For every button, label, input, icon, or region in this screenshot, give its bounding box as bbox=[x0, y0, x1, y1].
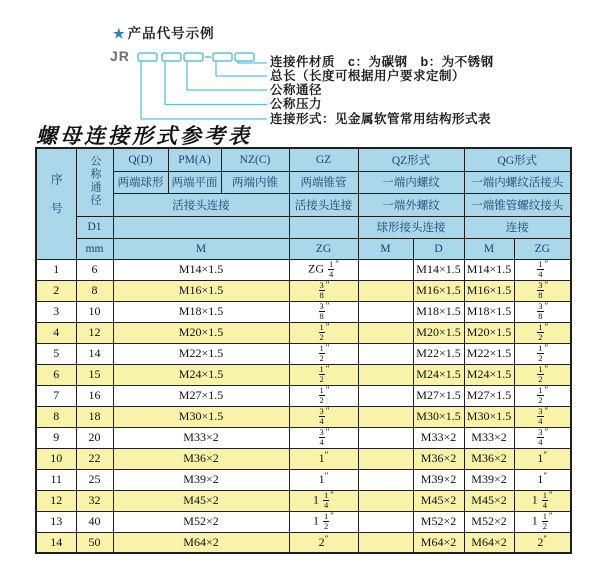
zg-cell: $\frac{1}{2}$ ″ bbox=[289, 385, 358, 406]
header-qg-sub1: 一端内螺纹活接头 bbox=[464, 171, 571, 193]
qz-m-cell bbox=[358, 322, 413, 343]
zg-cell: ZG $\frac{1}{4}$ ″ bbox=[289, 259, 358, 280]
qg-zg-cell: 1″ bbox=[514, 469, 571, 490]
header-qg-m: M bbox=[464, 238, 514, 259]
qg-m-cell: M14×1.5 bbox=[464, 259, 514, 280]
m-cell: M33×2 bbox=[113, 427, 289, 448]
m-cell: M30×1.5 bbox=[113, 406, 289, 427]
qg-zg-cell: 2″ bbox=[514, 532, 571, 553]
header-qz-sub3: 球形接头连接 bbox=[358, 216, 464, 238]
zg-cell: 1 $\frac{1}{2}$ ″ bbox=[289, 511, 358, 532]
qz-m-cell bbox=[358, 406, 413, 427]
qg-zg-cell: $\frac{1}{2}$ ″ bbox=[514, 385, 571, 406]
dn-cell: 40 bbox=[76, 511, 113, 532]
qz-d-cell: M22×1.5 bbox=[413, 343, 464, 364]
seq-cell: 2 bbox=[36, 280, 76, 301]
seq-cell: 11 bbox=[36, 469, 76, 490]
code-prefix: JR bbox=[110, 48, 130, 64]
table-row bbox=[36, 364, 571, 385]
qz-d-cell: M36×2 bbox=[413, 448, 464, 469]
header-col-nz: NZ(C) bbox=[221, 148, 289, 171]
header-seq: 序号 bbox=[36, 148, 76, 259]
qz-m-cell bbox=[358, 511, 413, 532]
m-cell: M36×2 bbox=[113, 448, 289, 469]
header-qz-form: QZ形式 bbox=[358, 148, 464, 171]
qg-m-cell: M16×1.5 bbox=[464, 280, 514, 301]
header-empty-gz bbox=[289, 216, 358, 238]
code-label-connection-form: 连接形式：见金属软管常用结构形式表 bbox=[270, 111, 492, 126]
m-cell: M27×1.5 bbox=[113, 385, 289, 406]
table-row bbox=[36, 448, 571, 469]
zg-cell: $\frac{3}{4}$ ″ bbox=[289, 427, 358, 448]
qg-zg-cell: $\frac{3}{4}$ ″ bbox=[514, 406, 571, 427]
qz-m-cell bbox=[358, 343, 413, 364]
dn-cell: 8 bbox=[76, 280, 113, 301]
table-row bbox=[36, 259, 571, 280]
dn-cell: 12 bbox=[76, 322, 113, 343]
header-qz-sub1: 一端内螺纹 bbox=[358, 171, 464, 193]
code-segment-box bbox=[235, 53, 254, 61]
seq-cell: 8 bbox=[36, 406, 76, 427]
header-q-sub: 两端球形 bbox=[113, 171, 168, 193]
m-cell: M20×1.5 bbox=[113, 322, 289, 343]
table-row bbox=[36, 469, 571, 490]
header-m: M bbox=[113, 238, 289, 259]
code-segment-box bbox=[138, 53, 157, 61]
qg-m-cell: M39×2 bbox=[464, 469, 514, 490]
header-nominal-diameter: 公称通径 bbox=[76, 148, 113, 216]
table-row bbox=[36, 322, 571, 343]
table-row bbox=[36, 511, 571, 532]
table-row bbox=[36, 427, 571, 448]
header-qz-sub2: 一端外螺纹 bbox=[358, 193, 464, 216]
m-cell: M14×1.5 bbox=[113, 259, 289, 280]
table-row bbox=[36, 343, 571, 364]
qz-d-cell: M39×2 bbox=[413, 469, 464, 490]
header-qz-m: M bbox=[358, 238, 413, 259]
dn-cell: 16 bbox=[76, 385, 113, 406]
qz-m-cell bbox=[358, 364, 413, 385]
qz-d-cell: M18×1.5 bbox=[413, 301, 464, 322]
seq-cell: 10 bbox=[36, 448, 76, 469]
dn-cell: 15 bbox=[76, 364, 113, 385]
qg-m-cell: M36×2 bbox=[464, 448, 514, 469]
qz-m-cell bbox=[358, 448, 413, 469]
dn-cell: 10 bbox=[76, 301, 113, 322]
dn-cell: 32 bbox=[76, 490, 113, 511]
header-qg-sub2: 一端锥管螺纹接头 bbox=[464, 193, 571, 216]
seq-cell: 13 bbox=[36, 511, 76, 532]
qg-zg-cell: $\frac{3}{4}$ ″ bbox=[514, 427, 571, 448]
table-title: 螺母连接形式参考表 bbox=[36, 123, 252, 148]
qg-m-cell: M22×1.5 bbox=[464, 343, 514, 364]
dn-cell: 22 bbox=[76, 448, 113, 469]
qg-m-cell: M52×2 bbox=[464, 511, 514, 532]
header-pm-sub: 两端平面 bbox=[168, 171, 221, 193]
code-label-nominal-pressure: 公称压力 bbox=[270, 97, 323, 111]
qz-d-cell: M30×1.5 bbox=[413, 406, 464, 427]
qz-d-cell: M16×1.5 bbox=[413, 280, 464, 301]
qz-m-cell bbox=[358, 280, 413, 301]
header-col-q: Q(D) bbox=[113, 148, 168, 171]
header-d1: D1 bbox=[76, 216, 113, 238]
m-cell: M64×2 bbox=[113, 532, 289, 553]
header-zg: ZG bbox=[289, 238, 358, 259]
header-union-joint: 活接头连接 bbox=[113, 193, 289, 216]
qz-m-cell bbox=[358, 532, 413, 553]
qg-zg-cell: 1 $\frac{1}{2}$ ″ bbox=[514, 511, 571, 532]
zg-cell: $\frac{1}{2}$ ″ bbox=[289, 343, 358, 364]
seq-cell: 1 bbox=[36, 259, 76, 280]
qz-m-cell bbox=[358, 490, 413, 511]
qz-d-cell: M45×2 bbox=[413, 490, 464, 511]
header-qg-zg: ZG bbox=[514, 238, 571, 259]
nut-connection-reference-table bbox=[35, 147, 572, 554]
qg-zg-cell: $\frac{1}{4}$ ″ bbox=[514, 259, 571, 280]
qg-zg-cell: $\frac{1}{2}$ ″ bbox=[514, 322, 571, 343]
qg-zg-cell: 1 $\frac{1}{4}$ ″ bbox=[514, 490, 571, 511]
seq-cell: 3 bbox=[36, 301, 76, 322]
seq-cell: 9 bbox=[36, 427, 76, 448]
header-qg-form: QG形式 bbox=[464, 148, 571, 171]
qz-d-cell: M20×1.5 bbox=[413, 322, 464, 343]
zg-cell: 1″ bbox=[289, 448, 358, 469]
code-label-total-length: 总长（长度可根据用户要求定制） bbox=[270, 68, 466, 83]
table-row bbox=[36, 280, 571, 301]
qg-zg-cell: $\frac{3}{8}$ ″ bbox=[514, 301, 571, 322]
qg-zg-cell: $\frac{3}{8}$ ″ bbox=[514, 280, 571, 301]
code-label-material: 连接件材质 c：为碳钢 b：为不锈钢 bbox=[270, 55, 494, 69]
qz-d-cell: M52×2 bbox=[413, 511, 464, 532]
qz-d-cell: M24×1.5 bbox=[413, 364, 464, 385]
dn-cell: 20 bbox=[76, 427, 113, 448]
qz-d-cell: M33×2 bbox=[413, 427, 464, 448]
star-icon: ★ bbox=[113, 26, 126, 41]
m-cell: M45×2 bbox=[113, 490, 289, 511]
zg-cell: 2″ bbox=[289, 532, 358, 553]
header-gz-union: 活接头连接 bbox=[289, 193, 358, 216]
qg-m-cell: M45×2 bbox=[464, 490, 514, 511]
qz-m-cell bbox=[358, 385, 413, 406]
zg-cell: 1″ bbox=[289, 469, 358, 490]
zg-cell: $\frac{3}{4}$ ″ bbox=[289, 406, 358, 427]
product-code-example-label: 产品代号示例 bbox=[127, 26, 215, 41]
dn-cell: 14 bbox=[76, 343, 113, 364]
m-cell: M39×2 bbox=[113, 469, 289, 490]
header-col-pm: PM(A) bbox=[168, 148, 221, 171]
header-col-gz: GZ bbox=[289, 148, 358, 171]
m-cell: M18×1.5 bbox=[113, 301, 289, 322]
seq-cell: 6 bbox=[36, 364, 76, 385]
table-row bbox=[36, 406, 571, 427]
header-qz-d: D bbox=[413, 238, 464, 259]
qg-m-cell: M64×2 bbox=[464, 532, 514, 553]
zg-cell: $\frac{3}{8}$ ″ bbox=[289, 280, 358, 301]
qg-m-cell: M18×1.5 bbox=[464, 301, 514, 322]
m-cell: M24×1.5 bbox=[113, 364, 289, 385]
qg-m-cell: M27×1.5 bbox=[464, 385, 514, 406]
qz-m-cell bbox=[358, 469, 413, 490]
table-row bbox=[36, 490, 571, 511]
code-segment-box bbox=[184, 53, 203, 61]
header-empty-qpmnz bbox=[113, 216, 289, 238]
zg-cell: $\frac{1}{2}$ ″ bbox=[289, 364, 358, 385]
dn-cell: 50 bbox=[76, 532, 113, 553]
seq-cell: 12 bbox=[36, 490, 76, 511]
seq-cell: 5 bbox=[36, 343, 76, 364]
dn-cell: 18 bbox=[76, 406, 113, 427]
qz-d-cell: M64×2 bbox=[413, 532, 464, 553]
table-row bbox=[36, 385, 571, 406]
header-gz-sub: 两端锥管 bbox=[289, 171, 358, 193]
zg-cell: 1 $\frac{1}{4}$ ″ bbox=[289, 490, 358, 511]
zg-cell: $\frac{3}{8}$ ″ bbox=[289, 301, 358, 322]
qg-m-cell: M33×2 bbox=[464, 427, 514, 448]
qg-m-cell: M20×1.5 bbox=[464, 322, 514, 343]
qz-m-cell bbox=[358, 259, 413, 280]
m-cell: M22×1.5 bbox=[113, 343, 289, 364]
qg-m-cell: M30×1.5 bbox=[464, 406, 514, 427]
zg-cell: $\frac{1}{2}$ ″ bbox=[289, 322, 358, 343]
dn-cell: 6 bbox=[76, 259, 113, 280]
m-cell: M16×1.5 bbox=[113, 280, 289, 301]
qg-zg-cell: $\frac{1}{2}$ ″ bbox=[514, 364, 571, 385]
header-nz-sub: 两端内锥 bbox=[221, 171, 289, 193]
seq-cell: 7 bbox=[36, 385, 76, 406]
header-qg-sub3: 连接 bbox=[464, 216, 571, 238]
dn-cell: 25 bbox=[76, 469, 113, 490]
qz-d-cell: M27×1.5 bbox=[413, 385, 464, 406]
qg-m-cell: M24×1.5 bbox=[464, 364, 514, 385]
table-body bbox=[36, 259, 571, 553]
table-row bbox=[36, 301, 571, 322]
qz-d-cell: M14×1.5 bbox=[413, 259, 464, 280]
seq-cell: 14 bbox=[36, 532, 76, 553]
qg-zg-cell: 1″ bbox=[514, 448, 571, 469]
qz-m-cell bbox=[358, 427, 413, 448]
table-row bbox=[36, 532, 571, 553]
m-cell: M52×2 bbox=[113, 511, 289, 532]
qz-m-cell bbox=[358, 301, 413, 322]
header-mm: mm bbox=[76, 238, 113, 259]
code-label-nominal-diameter: 公称通径 bbox=[270, 82, 323, 97]
seq-cell: 4 bbox=[36, 322, 76, 343]
qg-zg-cell: $\frac{1}{2}$ ″ bbox=[514, 343, 571, 364]
code-segment-box bbox=[162, 53, 181, 61]
code-segment-box bbox=[213, 53, 232, 61]
